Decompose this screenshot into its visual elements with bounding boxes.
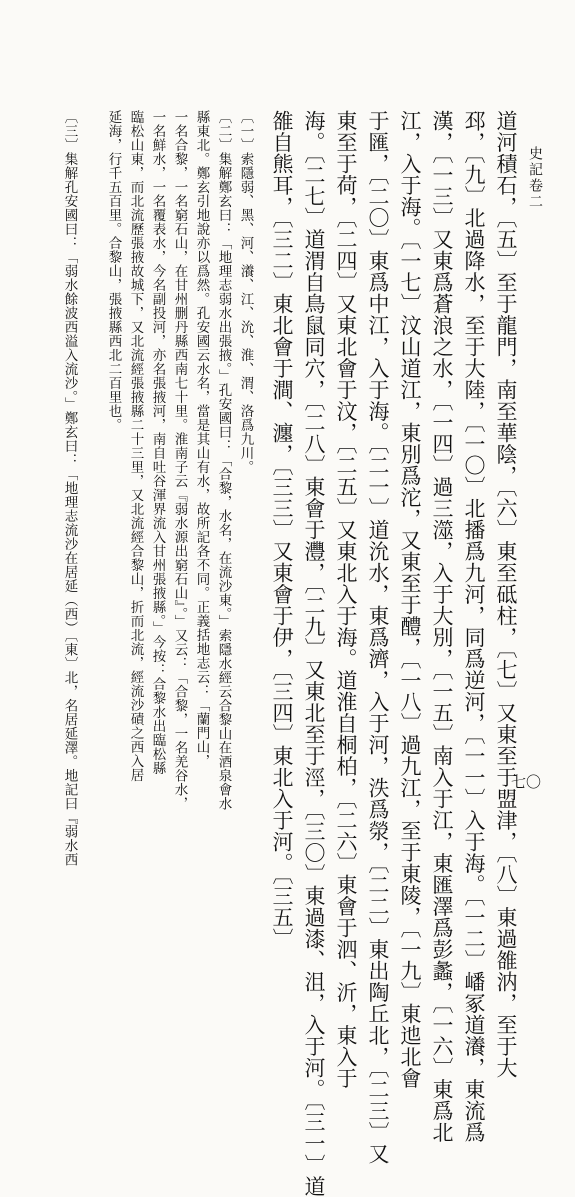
note-line: 臨松山東，而北流歷張掖故城下，又北流經張掖縣二十三里，又北流經合黎山，折而北流，經流沙磧之西入居 [127, 110, 144, 782]
main-text-line: 邳，〔九〕北過降水，至于大陸，〔一〇〕北播爲九河，同爲逆河，〔一一〕入于海。〔一二〕嶓冢道瀁，東流爲 [462, 110, 486, 1143]
note-line: 縣東北。鄭玄引地說亦以爲然。孔安國云水名，當是其山有水，故所記各不同。正義括地志云：「蘭門山， [193, 110, 210, 768]
page-number: 七〇 [511, 773, 542, 791]
main-text-line: 東至于荷，〔二四〕又東北會于汶，〔二五〕又東北入于海。道淮自桐柏，〔二六〕東會于泗、沂，東入于 [334, 110, 358, 1089]
running-title: 史記卷二 [527, 146, 543, 210]
note-line: 一名合黎，一名窮石山，在甘州删丹縣西南七十里。淮南子云『弱水源出窮石山』。」又云：「合黎，一名羌谷水， [171, 110, 188, 811]
main-text-line: 江，入于海。〔一七〕汶山道江，東別爲沱，又東至于醴，〔一八〕過九江，至于東陵，〔一九〕東迆北會 [398, 110, 422, 1089]
main-text-line: 漢，〔一三〕又東爲蒼浪之水，〔一四〕過三澨，入于大別，〔一五〕南入于江，東匯澤爲彭蠡，〔一六〕東爲北 [430, 110, 454, 1143]
main-text-line: 道河積石，〔五〕至于龍門，南至華陰，〔六〕東至砥柱，〔七〕又東至于盟津，〔八〕東過雒汭，至于大 [494, 110, 518, 1079]
note-line: 〔三〕集解孔安國曰：「弱水餘波西溢入流沙。」鄭玄曰：「地理志流沙在居延（西）〔東〕北，名居延澤。地記曰『弱水西 [61, 110, 78, 867]
main-text-line: 海。〔二七〕道渭自鳥鼠同穴，〔二八〕東會于灃，〔二九〕又東北至于涇，〔三〇〕東過漆、沮，入于河。〔三一〕道 [302, 110, 326, 1197]
note-line: 延海，行千五百里。合黎山，張掖縣西北二百里也。 [105, 110, 122, 432]
note-line: 一名鮮水，一名覆表水，今名副投河，亦名張掖河，南自吐谷渾界流入甘州張掖縣。」今按：合黎水出臨松縣 [149, 110, 166, 776]
main-text-line: 雒自熊耳，〔三二〕東北會于澗、瀍，〔三三〕又東會于伊，〔三四〕東北入于河。〔三五〕 [270, 110, 294, 950]
note-line: 〔一〕索隱弱、黑、河、瀁、江、沇、淮、渭、洛爲九川。 [237, 110, 254, 474]
main-text-line: 于匯，〔二〇〕東爲中江，入于海。〔二一〕道沇水，東爲濟，入于河，泆爲滎，〔二二〕東出陶丘北，〔二三〕又 [366, 110, 390, 1165]
note-line: 〔二〕集解鄭玄曰：「地理志弱水出張掖。」孔安國曰：「合黎，水名，在流沙東。」索隱水經云合黎山在酒泉會水 [215, 110, 232, 811]
